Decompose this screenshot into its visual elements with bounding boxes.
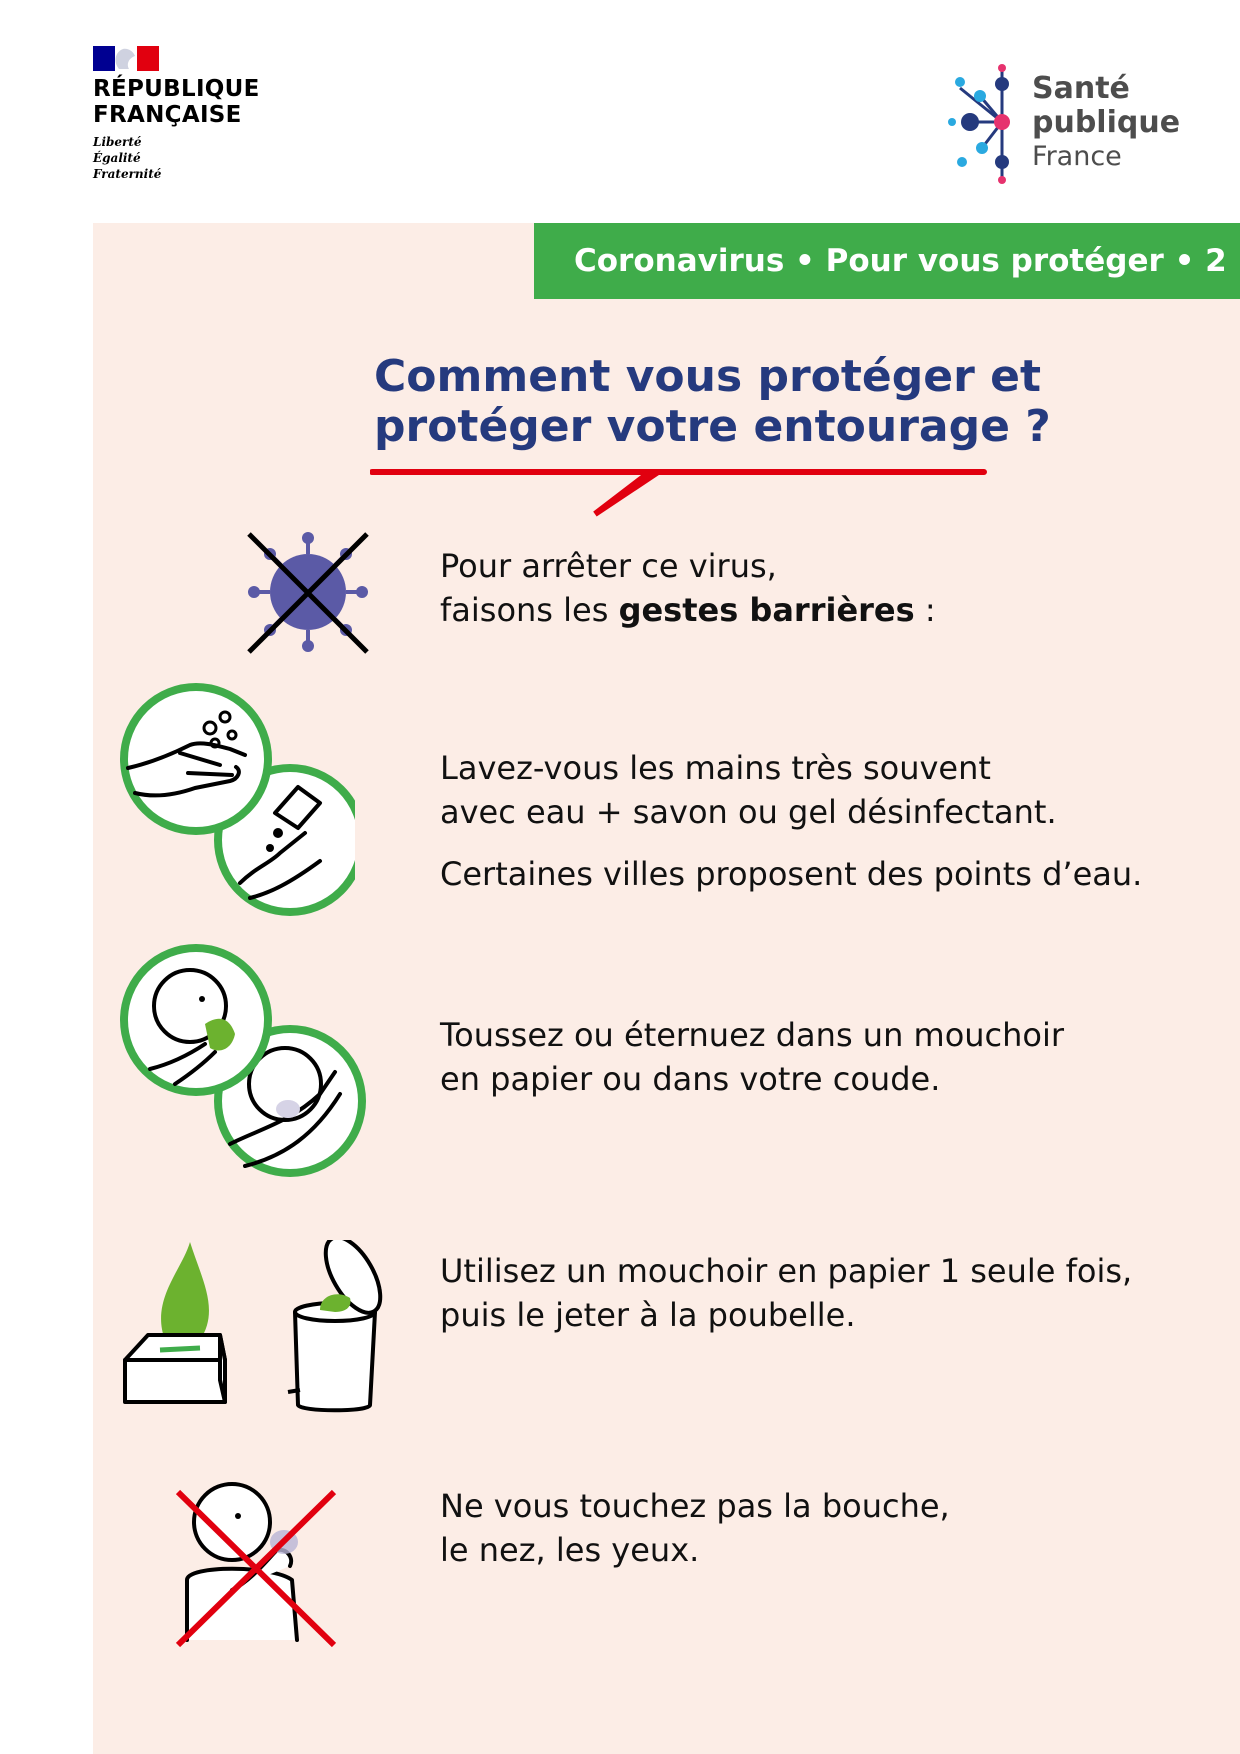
spf-name: Santé publique France <box>1032 71 1181 172</box>
republique-francaise-name: RÉPUBLIQUE FRANÇAISE <box>93 76 260 128</box>
cough-in-elbow-icon <box>120 944 370 1184</box>
gesture-face-text: Ne vous touchez pas la bouche, le nez, les yeux. <box>440 1487 950 1569</box>
marianne-flag-icon <box>93 46 159 71</box>
tissue-bin-icon <box>120 1240 390 1420</box>
gesture-cough-text: Toussez ou éternuez dans un mouchoir en papier ou dans votre coude. <box>440 1016 1065 1098</box>
speech-bubble-underline-icon <box>370 460 990 522</box>
gestes-barrieres-emphasis: gestes barrières <box>618 591 915 629</box>
republique-motto: Liberté Égalité Fraternité <box>93 135 162 181</box>
gesture-tissue-text: Utilisez un mouchoir en papier 1 seule fois, puis le jeter à la poubelle. <box>440 1252 1133 1334</box>
virus-crossed-icon <box>245 530 375 655</box>
intro-text: Pour arrêter ce virus, faisons les gestes barrières : <box>440 547 936 629</box>
hand-washing-icon <box>120 683 355 923</box>
sante-publique-france-logo <box>942 60 1181 190</box>
page-title: Comment vous protéger et protéger votre entourage ? <box>374 351 1051 452</box>
series-banner: Coronavirus • Pour vous protéger • 2 <box>534 223 1240 299</box>
gesture-handwashing-text: Lavez-vous les mains très souvent avec eau + savon ou gel désinfectant. Certaines villes proposent des points d’eau. <box>440 749 1143 893</box>
no-face-touch-icon <box>172 1480 342 1650</box>
spf-molecule-icon <box>942 60 1032 190</box>
